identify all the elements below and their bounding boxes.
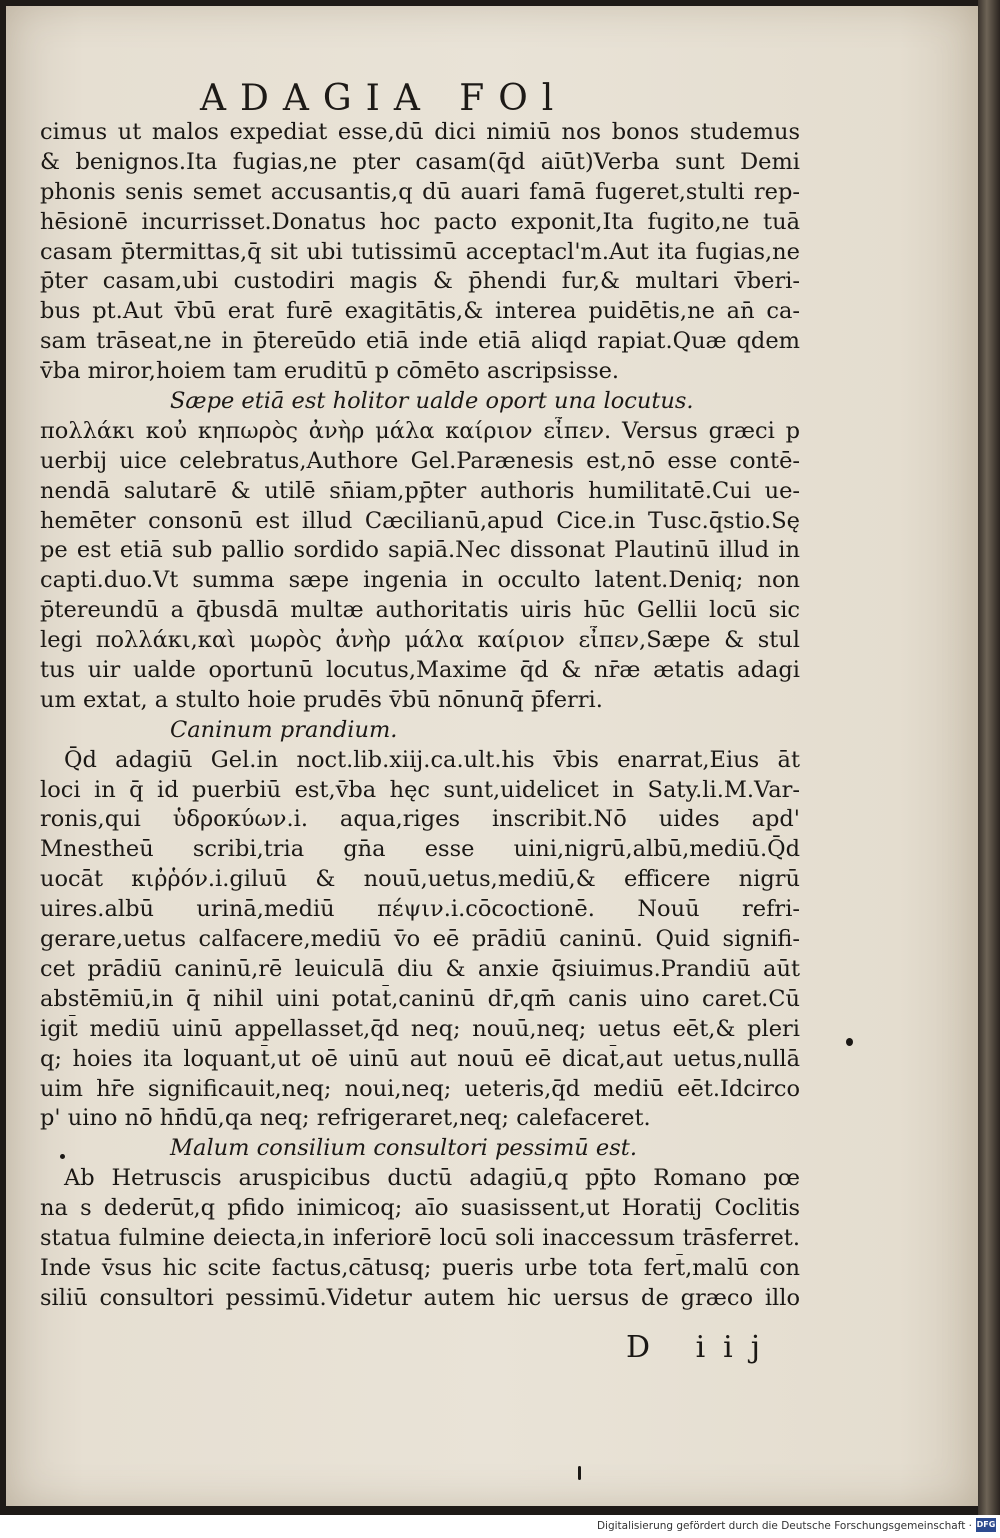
text-line: bus pt.Aut v̄bū erat furē exagitātis,& interea puidētis,ne an̄ ca- (40, 298, 800, 325)
footer-bar (0, 1515, 1000, 1538)
text-line: & benignos.Ita fugias,ne pter casam(q̄d aiūt)Verba sunt Demi (40, 148, 800, 175)
text-line: hemēter consonū est illud Cæcilianū,apud Cice.in Tusc.q̄stio.Sę (40, 507, 800, 534)
ink-speck (846, 1038, 853, 1046)
text-line: sam trāseat,ne in p̄tereūdo etiā inde etiā aliqd rapiat.Quæ qdem (40, 328, 800, 355)
text-line: siliū consultori pessimū.Videtur autem hic uersus de græco illo (40, 1284, 800, 1311)
text-line: cet prādiū caninū,rē leuiculā diu & anxie q̄siuimus.Prandiū aūt (40, 955, 800, 982)
text-line: Malum consilium consultori pessimū est. (170, 1135, 637, 1162)
text-line: p' uino nō hn̄dū,qa neq; refrigeraret,neq; calefaceret. (40, 1105, 651, 1132)
text-line: gerare,uetus calfacere,mediū v̄o eē prādiū caninū. Quid signifi- (40, 926, 800, 953)
text-line: Sæpe etiā est holitor ualde oport una locutus. (170, 388, 694, 415)
body-text (40, 118, 800, 1314)
text-line: Inde v̄sus hic scite factus,cātusq; pueris urbe tota fert̄,malū con (40, 1254, 800, 1281)
text-line: capti.duo.Vt summa sæpe ingenia in occulto latent.Deniq; non (40, 567, 800, 594)
ink-speck (578, 1466, 581, 1480)
text-line: na s dederūt,q pfido inimicoq; aīo suasissent,ut Horatij Coclitis (40, 1195, 800, 1222)
text-line: statua fulmine deiecta,in inferiorē locū soli inaccessum trāsferret. (40, 1224, 800, 1251)
text-line: nendā salutarē & utilē sn̄iam,pp̄ter authoris humilitatē.Cui ue- (40, 477, 800, 504)
ink-speck (60, 1154, 65, 1159)
text-line: v̄ba miror,hoiem tam eruditū p cōmēto ascripsisse. (40, 358, 620, 385)
text-line: cimus ut malos expediat esse,dū dici nimiū nos bonos studemus (40, 119, 800, 145)
text-line: tus uir ualde oportunū locutus,Maxime q̄d & nr̄æ ætatis adagi (40, 657, 800, 684)
text-line: uim hr̄e significauit,neq; noui,neq; ueteris,q̄d mediū eēt.Idcirco (40, 1075, 800, 1102)
text-line: igit̄ mediū uinū appellasset,q̄d neq; nouū,neq; uetus eēt,& pleri (40, 1015, 800, 1042)
text-line: um extat, a stulto hoie prudēs v̄bū nōnunq̄ p̄ferri. (40, 686, 603, 713)
text-line: pe est etiā sub pallio sordido sapiā.Nec dissonat Plautinū illud in (40, 537, 800, 564)
text-line: hēsionē incurrisset.Donatus hoc pacto exponit,Ita fugito,ne tuā (40, 208, 800, 235)
text-line: ronis,qui ὑδροκύων.i. aqua,riges inscribit.Nō uides apd' (40, 806, 800, 833)
text-line: uerbij uice celebratus,Authore Gel.Parænesis est,nō esse contē- (40, 447, 800, 474)
text-line: p̄tereundū a q̄busdā multæ authoritatis uiris hūc Gellii locū sic (40, 597, 800, 624)
text-line: uocāt κιῤῥόν.i.giluū & nouū,uetus,mediū,& efficere nigrū (40, 866, 800, 893)
text-line: Q̄d adagiū Gel.in noct.lib.xiij.ca.ult.his v̄bis enarrat,Eius āt (64, 746, 800, 773)
text-line: casam p̄termittas,q̄ sit ubi tutissimū acceptacl'm.Aut ita fugias,ne (40, 238, 800, 265)
text-line: Ab Hetruscis aruspicibus ductū adagiū,q pp̄to Romano pœ (64, 1165, 800, 1192)
text-line: uires.albū urinā,mediū πέψιν.i.cōcoctionē. Nouū refri- (40, 896, 800, 923)
text-line: legi πολλάκι,καὶ μωρὸς ἀνὴρ μάλα καίριον εἶπεν,Sæpe & stul (40, 627, 800, 654)
signature-mark: D iij (626, 1330, 779, 1365)
text-line: q; hoies ita loquant̄,ut oē uinū aut nouū eē dicat̄,aut uetus,nullā (40, 1045, 800, 1072)
text-line: phonis senis semet accusantis,q dū auari famā fugeret,stulti rep- (40, 178, 800, 205)
footer-credit: Digitalisierung gefördert durch die Deutsche Forschungsgemeinschaft · (596, 1520, 972, 1532)
running-head: ADAGIA FOl (200, 78, 568, 119)
page-edge (978, 0, 1000, 1515)
text-line: abstēmiū,in q̄ nihil uini potat̄,caninū dr̄,qm̄ canis uino caret.Cū (40, 985, 800, 1012)
text-line: Mnestheū scribi,tria gn̄a esse uini,nigrū,albū,mediū.Q̄d (40, 836, 800, 863)
dfg-logo-icon: DFG (976, 1518, 996, 1532)
text-line: loci in q̄ id puerbiū est,v̄ba hęc sunt,uidelicet in Saty.li.M.Var- (40, 776, 800, 803)
text-line: πολλάκι κοὐ κηπωρὸς ἀνὴρ μάλα καίριον εἶπεν. Versus græci p (40, 417, 800, 444)
text-line: p̄ter casam,ubi custodiri magis & p̄hendi fur,& multari v̄beri- (40, 268, 800, 295)
text-line: Caninum prandium. (170, 716, 398, 743)
